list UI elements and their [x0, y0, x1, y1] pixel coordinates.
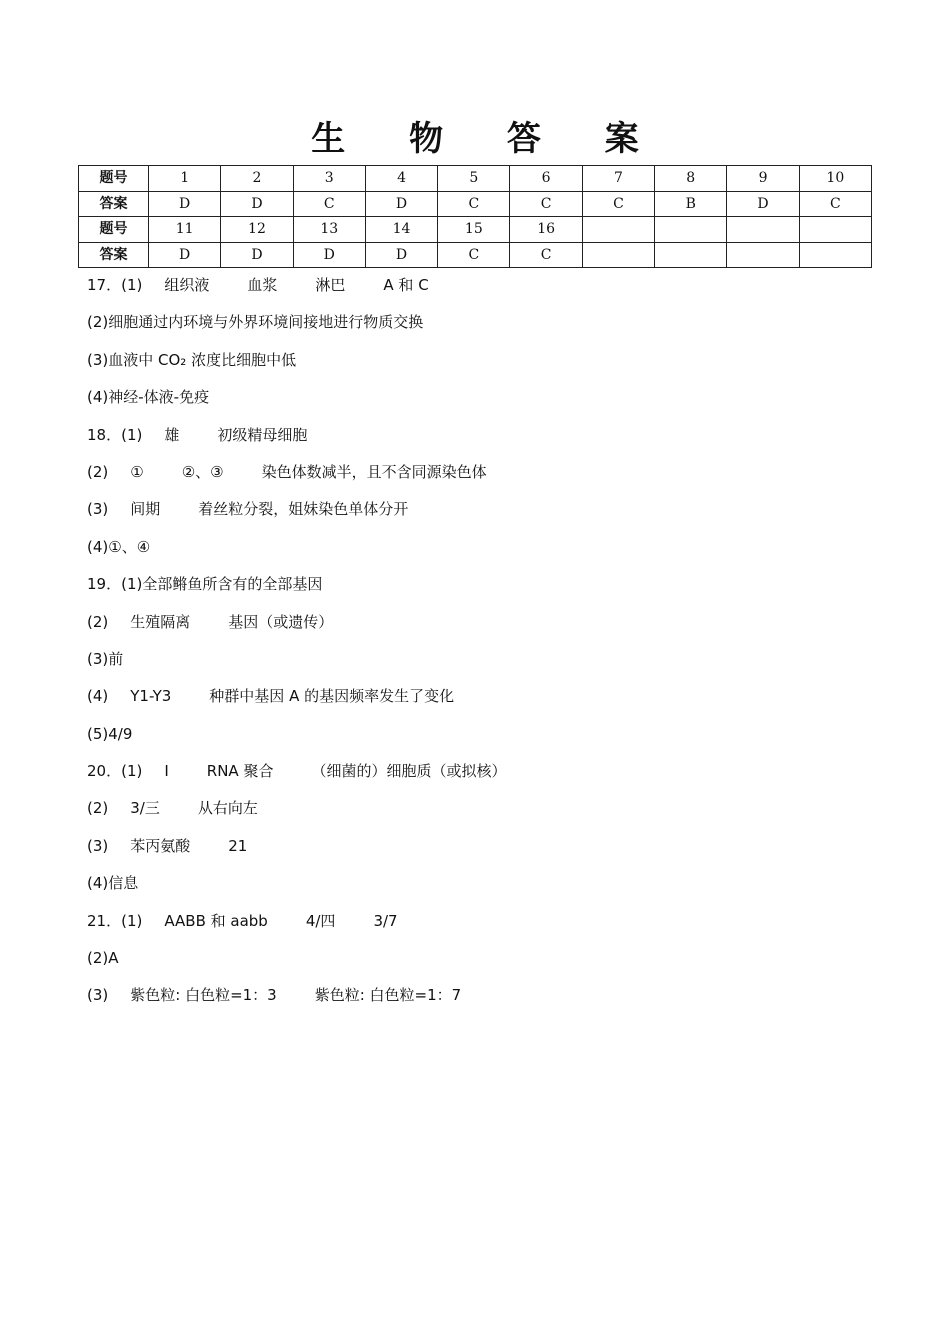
table-cell: B [655, 191, 727, 217]
answer-line [87, 868, 887, 905]
table-cell: D [221, 242, 293, 268]
answer-line [87, 494, 887, 531]
answer-line [87, 345, 887, 382]
answer-part: (2)细胞通过内环境与外界环境间接地进行物质交换 [87, 313, 424, 332]
table-cell: 9 [727, 166, 799, 192]
answer-part: 紫色粒: 白色粒=1：7 [314, 986, 462, 1005]
table-cell: C [438, 191, 510, 217]
table-cell: D [221, 191, 293, 217]
answer-part: 间期 [130, 500, 161, 519]
answer-part: (3) [87, 836, 109, 855]
table-row [79, 191, 872, 217]
table-cell: 7 [582, 166, 654, 192]
table-cell: C [293, 191, 365, 217]
answer-line [87, 420, 887, 457]
answer-part: AABB 和 aabb [164, 911, 268, 930]
answer-part: 紫色粒: 白色粒=1：3 [130, 986, 277, 1005]
table-cell: D [727, 191, 799, 217]
answer-part: Ⅰ [164, 762, 169, 781]
table-cell: C [510, 242, 582, 268]
table-cell [655, 242, 727, 268]
table-cell [799, 217, 871, 243]
table-cell: 15 [438, 217, 510, 243]
row-label: 题号 [79, 217, 149, 243]
answer-part: 染色体数减半，且不含同源染色体 [261, 462, 487, 481]
table-cell: D [149, 242, 221, 268]
table-cell: 5 [438, 166, 510, 192]
table-cell: 8 [655, 166, 727, 192]
answer-line [87, 906, 887, 943]
answer-part: 雄 [164, 425, 180, 444]
answer-part: (4)①、④ [87, 537, 151, 556]
table-cell: D [365, 191, 437, 217]
answer-list [87, 270, 887, 1018]
table-cell: 1 [149, 166, 221, 192]
table-row [79, 242, 872, 268]
row-label: 答案 [79, 242, 149, 268]
row-label: 答案 [79, 191, 149, 217]
answer-part: (3) [87, 986, 109, 1005]
table-cell: 3 [293, 166, 365, 192]
answer-part: A 和 C [383, 276, 429, 294]
table-cell: C [582, 191, 654, 217]
answer-line [87, 793, 887, 830]
table-cell: D [365, 242, 437, 268]
answer-part: ① [130, 462, 144, 481]
table-cell: 10 [799, 166, 871, 192]
table-cell: 13 [293, 217, 365, 243]
answer-part: Y1-Y3 [130, 687, 172, 706]
table-cell: C [438, 242, 510, 268]
answer-part: 血浆 [247, 276, 278, 294]
answer-part: 组织液 [164, 276, 210, 294]
table-cell: 11 [149, 217, 221, 243]
answer-line [87, 644, 887, 681]
answer-line [87, 569, 887, 606]
answer-part: 20．(1) [87, 762, 143, 781]
page-title: 生 物 答 案 [311, 119, 665, 159]
answer-part: 着丝粒分裂，姐妹染色单体分开 [198, 500, 409, 519]
table-cell: 4 [365, 166, 437, 192]
answer-table [78, 165, 872, 268]
table-cell [582, 217, 654, 243]
table-cell: D [293, 242, 365, 268]
answer-part: (4)神经-体液-免疫 [87, 388, 210, 407]
answer-part: 从右向左 [197, 799, 258, 818]
table-cell: 2 [221, 166, 293, 192]
answer-line [87, 681, 887, 718]
answer-part: (3) [87, 500, 109, 519]
answer-part: 生殖隔离 [130, 612, 191, 631]
table-cell: C [510, 191, 582, 217]
answer-part: （细菌的）细胞质（或拟核） [311, 762, 507, 781]
table-cell: C [799, 191, 871, 217]
answer-part: 18．(1) [87, 425, 143, 444]
answer-part: (2)A [87, 949, 119, 968]
table-cell: 16 [510, 217, 582, 243]
answer-line [87, 756, 887, 793]
answer-part: 淋巴 [315, 276, 346, 294]
answer-part: (4) [87, 687, 109, 706]
answer-part: 种群中基因 A 的基因频率发生了变化 [209, 687, 455, 706]
answer-part: (2) [87, 799, 109, 818]
table-row [79, 217, 872, 243]
answer-line [87, 532, 887, 569]
answer-part: (2) [87, 612, 109, 631]
table-cell: 6 [510, 166, 582, 192]
answer-line [87, 831, 887, 868]
answer-line [87, 307, 887, 344]
answer-line [87, 607, 887, 644]
answer-part: (3)血液中 CO₂ 浓度比细胞中低 [87, 350, 297, 369]
answer-line [87, 980, 887, 1017]
answer-line [87, 719, 887, 756]
answer-part: 3/三 [130, 799, 160, 818]
answer-part: 4/四 [305, 911, 336, 930]
answer-part: (4)信息 [87, 874, 139, 893]
table-cell [582, 242, 654, 268]
row-label: 题号 [79, 166, 149, 192]
answer-part: (5)4/9 [87, 724, 133, 743]
table-cell: 14 [365, 217, 437, 243]
answer-part: 21．(1) [87, 911, 143, 930]
answer-line [87, 270, 887, 307]
answer-line [87, 382, 887, 419]
table-cell [655, 217, 727, 243]
table-cell [799, 242, 871, 268]
table-cell [727, 217, 799, 243]
answer-line [87, 943, 887, 980]
answer-part: 19．(1)全部鳉鱼所含有的全部基因 [87, 575, 323, 594]
answer-part: 苯丙氨酸 [130, 836, 191, 855]
answer-part: (3)前 [87, 649, 124, 668]
answer-part: ②、③ [181, 462, 224, 481]
answer-part: (2) [87, 462, 109, 481]
answer-part: RNA 聚合 [206, 762, 274, 781]
answer-part: 21 [228, 836, 248, 855]
table-cell: D [149, 191, 221, 217]
answer-part: 初级精母细胞 [217, 425, 308, 444]
table-cell: 12 [221, 217, 293, 243]
answer-part: 基因（或遗传） [228, 612, 334, 631]
answer-line [87, 457, 887, 494]
table-row [79, 166, 872, 192]
answer-part: 17．(1) [87, 276, 143, 294]
table-cell [727, 242, 799, 268]
answer-part: 3/7 [373, 911, 398, 930]
